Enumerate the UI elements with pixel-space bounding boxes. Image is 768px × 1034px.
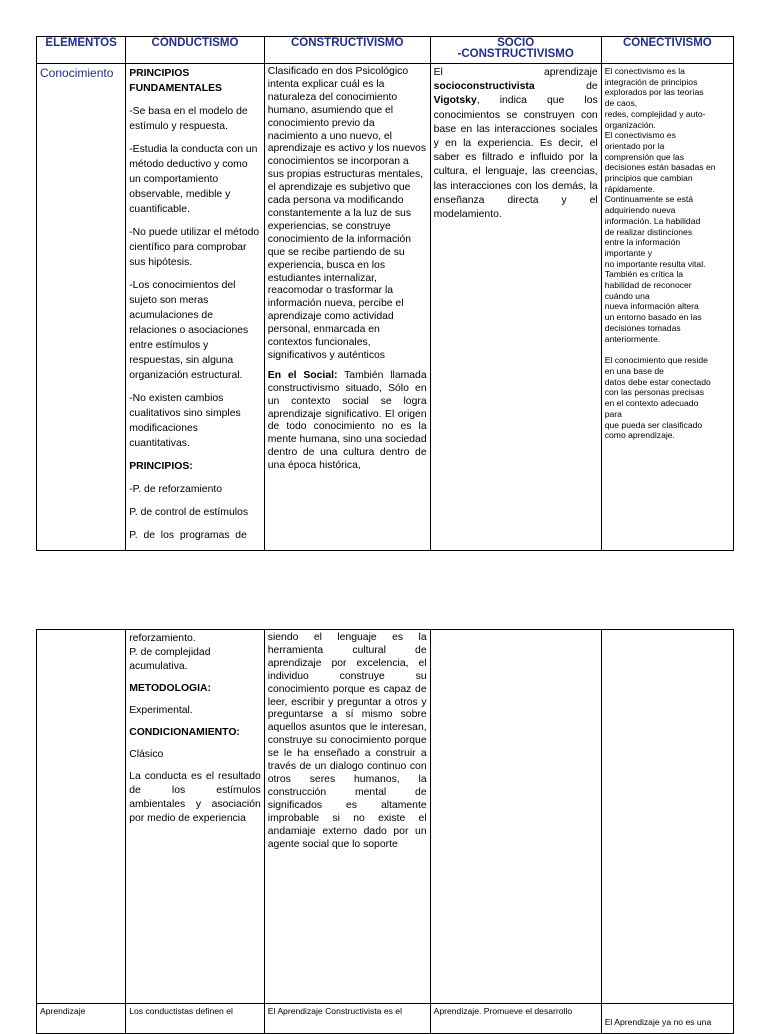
cell-constructivismo [264, 64, 430, 551]
header-conectivismo: CONECTIVISMO [601, 37, 733, 64]
paragraph: Clásico [129, 749, 164, 760]
comparison-table-page-1 [36, 36, 734, 551]
heading-metodologia: METODOLOGIA: [129, 683, 211, 694]
cell-conectivismo [601, 64, 733, 551]
table-row-continued [37, 630, 734, 1004]
paragraph: La conducta es el resultado de los estímulos ambientales y asociación por medio de experiencia [129, 771, 261, 824]
heading-condicionamiento: CONDICIONAMIENTO: [129, 727, 240, 738]
header-socio-constructivismo: SOCIO -CONSTRUCTIVISMO [430, 37, 601, 64]
cell-constructivismo-aprendizaje: El Aprendizaje Constructivista es el [264, 1004, 430, 1034]
cell-element-aprendizaje: Aprendizaje [37, 1004, 126, 1034]
cell-socio-aprendizaje: Aprendizaje. Promueve el desarrollo [430, 1004, 601, 1034]
comparison-table-page-2 [36, 629, 734, 1034]
paragraph: P. de control de estímulos [129, 507, 249, 518]
paragraph: P. de los programas de [129, 530, 247, 541]
cell-element-empty [37, 630, 126, 1004]
paragraph: -Los conocimientos del sujeto son meras acumulaciones de relaciones o asociaciones entre estímulos y respuestas, sin alguna organización estructural. [129, 280, 249, 381]
cell-conductismo-continued [126, 630, 265, 1004]
cell-conductismo-aprendizaje: Los conductistas definen el [126, 1004, 265, 1034]
header-conductismo: CONDUCTISMO [126, 37, 265, 64]
paragraph: -Estudia la conducta con un método deductivo y como un comportamiento observable, medible y cuantificable. [129, 144, 258, 215]
cell-socio-constructivismo: El aprendizaje socioconstructivista de Vigotsky, indica que los conocimientos se construyen con base en las interacciones sociales y en la experiencia. Es decir, el saber es filtrado e influido por la cultura, el lenguaje, las creencias, las interacciones con los demás, la enseñanza directa y el modelamiento. [430, 64, 601, 551]
header-row [37, 37, 734, 64]
heading-principios-fundamentales: PRINCIPIOS FUNDAMENTALES [129, 68, 222, 94]
label-en-el-social: En el Social: [267, 369, 338, 381]
paragraph: -No existen cambios cualitativos sino simples modificaciones cuantitativas. [129, 393, 241, 449]
paragraph-social: En el Social: También llamada constructivismo situado, Sólo en un contexto social se logra aprendizaje significativo. El origen de todo conocimiento no es la mente humana, sino una sociedad dentro de una cultura dentro de una época histórica, [267, 369, 427, 472]
paragraph: Experimental. [129, 705, 193, 716]
paragraph: -No puede utilizar el método científico para comprobar sus hipótesis. [129, 227, 260, 268]
table-row-conocimiento [37, 64, 734, 551]
text-line: P. de complejidad acumulativa. [129, 647, 211, 672]
paragraph: -P. de reforzamiento [129, 484, 223, 495]
cell-element-conocimiento: Conocimiento [37, 64, 126, 551]
paragraph: El conectivismo es la integración de principios explorados por las teorías de caos, redes, complejidad y auto- organización. El conectivismo es orientado por la comprensión que las decisiones están basadas en principios que cambian rápidamente. Continuamente se está adquiriendo nueva información. La habilidad de realizar distinciones entre la información importante y no importante resulta vital. También es crítica la habilidad de reconocer cuándo una nueva información altera un entorno basado en las decisiones tomadas anteriormente. [604, 66, 716, 344]
cell-conectivismo-empty [601, 630, 733, 1004]
cell-conectivismo-aprendizaje: El Aprendizaje ya no es una [601, 1004, 733, 1034]
paragraph: El conocimiento que reside en una base de datos debe estar conectado con las personas precisas en el contexto adecuado para que pueda ser clasificado como aprendizaje. [604, 355, 711, 441]
table-row-aprendizaje [37, 1004, 734, 1034]
header-constructivismo: CONSTRUCTIVISMO [264, 37, 430, 64]
heading-principios: PRINCIPIOS: [129, 461, 193, 472]
paragraph: -Se basa en el modelo de estímulo y respuesta. [129, 106, 248, 132]
header-elementos: ELEMENTOS [37, 37, 126, 64]
cell-socio-empty [430, 630, 601, 1004]
paragraph: siendo el lenguaje es la herramienta cultural de aprendizaje por excelencia, el individuo construye su conocimiento porque es capaz de leer, escribir y preguntar a otros y preguntarse a sí mismo sobre aquellos asuntos que le interesan, construye su conocimiento porque se le ha enseñado a construir a través de un dialogo continuo con otros seres humanos, la construcción mental de significados es altamente improbable si no existe el andamiaje externo dado por un agente social que lo soporte [267, 632, 427, 850]
cell-conductismo [126, 64, 265, 551]
paragraph: Clasificado en dos Psicológico intenta explicar cuál es la naturaleza del conocimiento humano, asumiendo que el conocimiento previo da nacimiento a uno nuevo, el aprendizaje es activo y los nuevos conocimientos se incorporan a sus propias estructuras mentales, el aprendizaje es subjetivo que cada persona va modificando constantemente a la luz de sus experiencias, se construye conocimiento de la información que se recibe partiendo de su experiencia, busca en los estudiantes internalizar, reacomodar o trasformar la información nueva, percibe el aprendizaje como actividad personal, enmarcada en contextos funcionales, significativos y auténticos [267, 66, 427, 361]
text-line: reforzamiento. [129, 633, 196, 644]
cell-constructivismo-continued [264, 630, 430, 1004]
